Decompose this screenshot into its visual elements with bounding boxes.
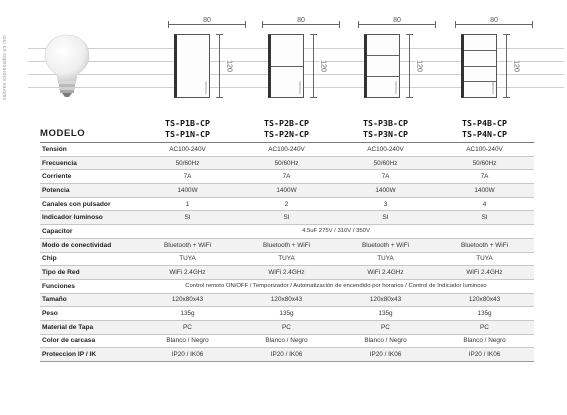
- height-dimension: 120: [216, 34, 230, 98]
- table-header: [40, 118, 534, 143]
- row-value: Blanco / Negro: [265, 337, 308, 345]
- row-value: 1400W: [474, 186, 495, 194]
- switch-4-gang: [461, 34, 497, 98]
- row-value: 120x80x43: [270, 296, 303, 304]
- row-label: Color de carcasa: [42, 337, 96, 345]
- row-value-span: Control remoto ON/OFF / Temporizador / Automatización de encendido por horarios / Control de Indicador luminoso: [185, 283, 487, 290]
- row-label: Funciones: [42, 282, 75, 290]
- table-row: [40, 320, 534, 334]
- width-dimension: 80: [262, 18, 340, 30]
- model-column-1: TS-P1B-CP TS-P1N-CP: [165, 118, 210, 139]
- row-label: Frecuencia: [42, 159, 77, 167]
- row-value: 50/60Hz: [274, 159, 299, 167]
- brand-mark: TOSHIBA: [298, 80, 302, 94]
- row-value: 1: [185, 200, 190, 208]
- table-row: [40, 266, 534, 280]
- row-value: IP20 / IK06: [369, 351, 402, 359]
- table-row: [40, 170, 534, 184]
- row-value: TUYA: [278, 255, 295, 263]
- row-value: 1400W: [177, 186, 198, 194]
- row-value: 135g: [477, 310, 492, 318]
- row-label: Tensión: [42, 145, 67, 153]
- row-value: WiFi 2.4GHz: [466, 269, 503, 277]
- model-header-label: MODELO: [40, 128, 86, 139]
- row-value: AC100-240V: [466, 145, 503, 153]
- row-value: 120x80x43: [369, 296, 402, 304]
- height-dimension: 120: [503, 34, 517, 98]
- row-value: SI: [382, 214, 389, 222]
- row-value: 135g: [378, 310, 393, 318]
- row-value: WiFi 2.4GHz: [367, 269, 404, 277]
- row-value: AC100-240V: [268, 145, 305, 153]
- table-row: [40, 252, 534, 266]
- row-label: Proteccion IP / IK: [42, 351, 97, 359]
- row-label: Indicador luminoso: [42, 214, 103, 222]
- switch-1-gang: [174, 34, 210, 98]
- table-row: [40, 334, 534, 348]
- row-value: SI: [283, 214, 290, 222]
- spec-table-body: [40, 143, 534, 362]
- row-value: 135g: [279, 310, 294, 318]
- row-value: PC: [183, 323, 192, 331]
- row-value: 1400W: [375, 186, 396, 194]
- table-row: [40, 211, 534, 225]
- brand-mark: TOSHIBA: [204, 80, 208, 94]
- row-value: Blanco / Negro: [463, 337, 506, 345]
- unit-2-gang: [262, 18, 347, 104]
- row-label: Modo de conectividad: [42, 241, 112, 249]
- row-value: SI: [481, 214, 488, 222]
- row-label: Chip: [42, 255, 57, 263]
- spec-table: [40, 118, 534, 362]
- row-label: Tipo de Red: [42, 269, 80, 277]
- row-value: TUYA: [377, 255, 394, 263]
- row-value: 4: [482, 200, 487, 208]
- row-label: Peso: [42, 310, 58, 318]
- row-value: PC: [282, 323, 291, 331]
- row-value: 3: [383, 200, 388, 208]
- table-row: [40, 143, 534, 157]
- row-value: 135g: [180, 310, 195, 318]
- row-value: TUYA: [179, 255, 196, 263]
- switch-2-gang: [268, 34, 304, 98]
- width-dimension: 80: [358, 18, 436, 30]
- table-row: [40, 238, 534, 252]
- row-value: 50/60Hz: [472, 159, 497, 167]
- row-label: Corriente: [42, 173, 72, 181]
- light-bulb-icon: [43, 33, 91, 99]
- table-row: [40, 197, 534, 211]
- table-row: [40, 184, 534, 198]
- table-row: [40, 279, 534, 293]
- width-dimension: 80: [168, 18, 246, 30]
- model-column-4: TS-P4B-CP TS-P4N-CP: [462, 118, 507, 139]
- units-note: valores expresados en mm: [2, 35, 8, 100]
- height-dimension: 120: [310, 34, 324, 98]
- row-value: WiFi 2.4GHz: [169, 269, 206, 277]
- row-value: Bluetooth + WiFi: [460, 241, 509, 249]
- row-value: Blanco / Negro: [364, 337, 407, 345]
- row-value: 7A: [480, 173, 489, 181]
- unit-3-gang: [358, 18, 443, 104]
- row-value: Bluetooth + WiFi: [163, 241, 212, 249]
- row-value: 50/60Hz: [373, 159, 398, 167]
- row-value: IP20 / IK06: [270, 351, 303, 359]
- row-value: PC: [381, 323, 390, 331]
- row-value: 7A: [183, 173, 192, 181]
- row-value: 50/60Hz: [175, 159, 200, 167]
- row-label: Material de Tapa: [42, 323, 94, 331]
- row-value: PC: [480, 323, 489, 331]
- unit-4-gang: [455, 18, 540, 104]
- table-row: [40, 225, 534, 239]
- brand-mark: TOSHIBA: [491, 80, 495, 94]
- row-value: Bluetooth + WiFi: [361, 241, 410, 249]
- switch-3-gang: [364, 34, 400, 98]
- model-column-3: TS-P3B-CP TS-P3N-CP: [363, 118, 408, 139]
- row-label: Capacitor: [42, 227, 73, 235]
- row-value: AC100-240V: [169, 145, 206, 153]
- row-value: 7A: [381, 173, 390, 181]
- width-dimension: 80: [455, 18, 533, 30]
- table-row: [40, 293, 534, 307]
- row-value: 2: [284, 200, 289, 208]
- row-value: TUYA: [476, 255, 493, 263]
- row-value: Bluetooth + WiFi: [262, 241, 311, 249]
- row-value: IP20 / IK06: [468, 351, 501, 359]
- row-value-span: 4.5uF 275V / 310V / 350V: [302, 228, 370, 235]
- row-value: AC100-240V: [367, 145, 404, 153]
- table-row: [40, 156, 534, 170]
- row-value: Blanco / Negro: [166, 337, 209, 345]
- dimension-diagram: [0, 0, 567, 112]
- height-dimension: 120: [406, 34, 420, 98]
- row-value: 120x80x43: [468, 296, 501, 304]
- row-value: 120x80x43: [171, 296, 204, 304]
- table-row: [40, 307, 534, 321]
- row-value: IP20 / IK06: [171, 351, 204, 359]
- row-label: Canales con pulsador: [42, 200, 111, 208]
- brand-mark: TOSHIBA: [394, 80, 398, 94]
- row-value: SI: [184, 214, 191, 222]
- row-label: Tamaño: [42, 296, 67, 304]
- table-row: [40, 348, 534, 362]
- row-value: 7A: [282, 173, 291, 181]
- row-label: Potencia: [42, 186, 70, 194]
- row-value: 1400W: [276, 186, 297, 194]
- unit-1-gang: [168, 18, 253, 104]
- row-value: WiFi 2.4GHz: [268, 269, 305, 277]
- model-column-2: TS-P2B-CP TS-P2N-CP: [264, 118, 309, 139]
